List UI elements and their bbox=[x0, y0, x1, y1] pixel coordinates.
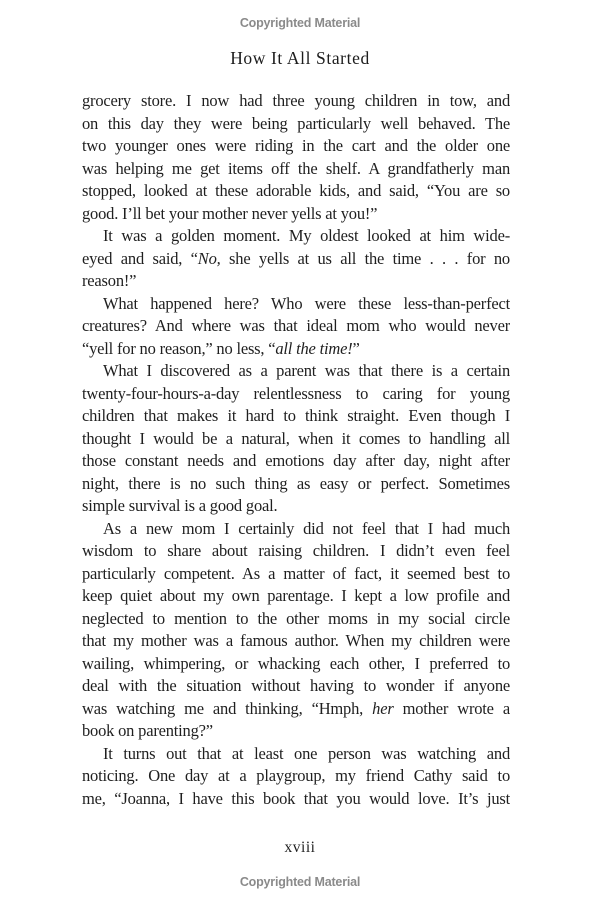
text-line: keep quiet about my own parentage. I kept a low profile and bbox=[82, 586, 510, 605]
text-line: As a new mom I certainly did not feel that I had much bbox=[103, 518, 510, 538]
text-line: particularly competent. As a matter of fact, it seemed best to bbox=[82, 563, 510, 583]
page-number: xviii bbox=[284, 839, 316, 856]
text-line: two younger ones were riding in the cart and the older one bbox=[82, 136, 510, 155]
text-line: twenty-four-hours-a-day relentlessness to caring for young bbox=[82, 383, 510, 403]
text-line: deal with the situation without having to wonder if anyone bbox=[82, 676, 510, 695]
text-line: neglected to mention to the other moms in my social circle bbox=[82, 608, 510, 628]
text-line: book on parenting?” bbox=[82, 721, 213, 740]
text-line: eyed and said, “No, she yells at us all the time . . . for no bbox=[82, 248, 510, 268]
top-copyright-notice: Copyrighted Material bbox=[239, 16, 361, 30]
text-line: reason!” bbox=[82, 271, 137, 290]
text-line: me, “Joanna, I have this book that you would love. It’s just bbox=[82, 788, 510, 808]
text-line: good. I’ll bet your mother never yells at you!” bbox=[82, 203, 378, 223]
text-line: grocery store. I now had three young children in tow, and bbox=[82, 91, 510, 110]
text-line: noticing. One day at a playgroup, my friend Cathy said to bbox=[82, 766, 510, 785]
text-line: was helping me get items off the shelf. A grandfatherly man bbox=[82, 158, 510, 178]
text-line: It turns out that at least one person was watching and bbox=[103, 743, 510, 763]
chapter-title: How It All Started bbox=[230, 48, 370, 68]
text-line: was watching me and thinking, “Hmph, her mother wrote a bbox=[82, 698, 510, 718]
text-line: What happened here? Who were these less-than-perfect bbox=[103, 293, 510, 313]
text-line: “yell for no reason,” no less, “all the time!” bbox=[82, 338, 360, 358]
bottom-copyright-notice: Copyrighted Material bbox=[239, 875, 361, 889]
body-text bbox=[82, 90, 510, 810]
text-line: wisdom to share about raising children. I didn’t even feel bbox=[82, 541, 510, 560]
text-line: night, there is no such thing as easy or perfect. Sometimes bbox=[82, 473, 510, 493]
text-line: those constant needs and emotions day after day, night after bbox=[82, 451, 510, 470]
text-line: thought I would be a natural, when it comes to handling all bbox=[82, 428, 510, 448]
text-line: children that makes it hard to think straight. Even though I bbox=[82, 406, 510, 425]
text-line: that my mother was a famous author. When my children were bbox=[82, 631, 510, 650]
text-line: wailing, whimpering, or whacking each other, I preferred to bbox=[82, 653, 510, 673]
text-line: It was a golden moment. My oldest looked at him wide- bbox=[103, 226, 510, 245]
text-line: creatures? And where was that ideal mom who would never bbox=[82, 316, 510, 335]
text-line: What I discovered as a parent was that there is a certain bbox=[103, 361, 510, 380]
text-line: on this day they were being particularly well behaved. The bbox=[82, 113, 510, 133]
text-line: stopped, looked at these adorable kids, and said, “You are so bbox=[82, 181, 510, 200]
text-line: simple survival is a good goal. bbox=[82, 496, 278, 515]
